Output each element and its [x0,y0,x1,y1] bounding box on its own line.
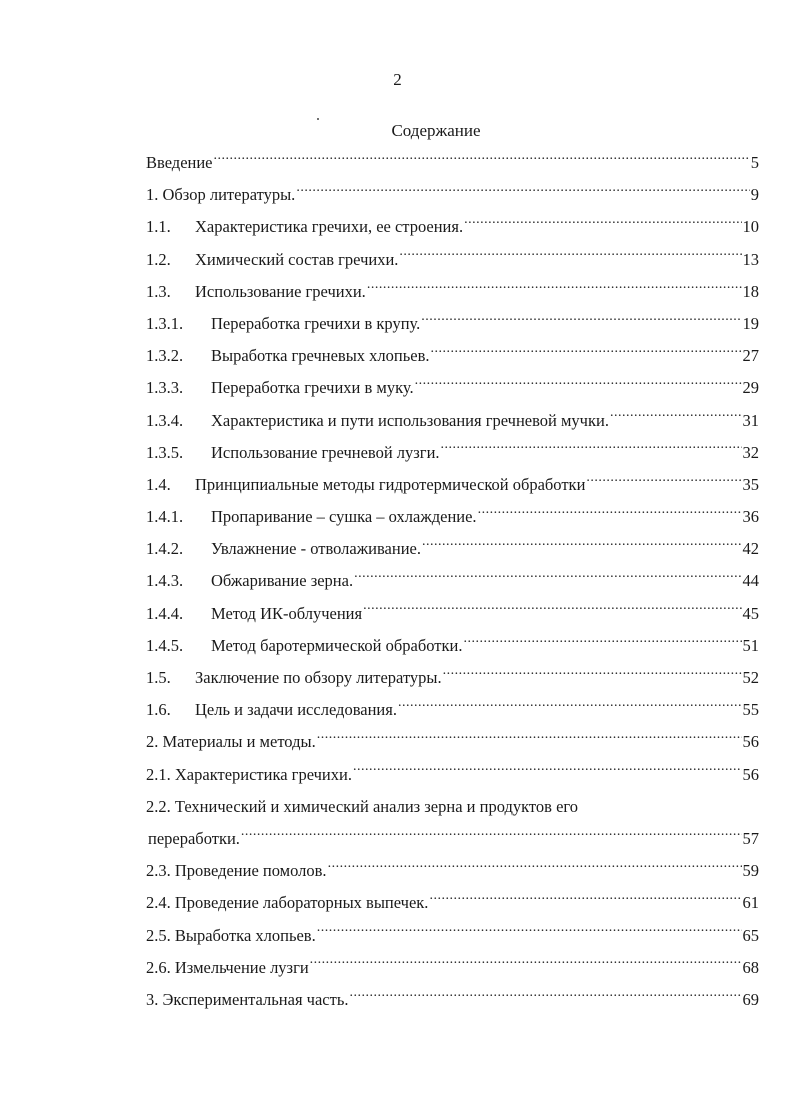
toc-entry [146,308,759,340]
toc-dot-leader [464,216,741,233]
toc-entry-number: 1.2. [146,249,171,269]
toc-entry-number: 1.1. [146,217,171,237]
toc-entry [146,276,759,308]
toc-dot-leader [415,377,742,394]
toc-entry-number: 1.4.3. [146,571,184,591]
toc-dot-leader [353,763,742,780]
toc-dot-leader [441,441,742,458]
toc-entry-page: 18 [742,281,759,301]
toc-entry-label: Принципиальные методы гидротермической обработки [195,474,586,494]
toc-entry [146,662,759,694]
toc-entry [146,147,759,179]
toc-entry-number: 1.6. [146,700,171,720]
toc-entry-label: 2.4. Проведение лабораторных выпечек. [146,893,429,913]
toc-entry-page: 19 [742,313,759,333]
toc-entry-number: 1.5. [146,668,171,687]
toc-entry [146,920,759,952]
toc-entry-page: 56 [742,764,759,784]
toc-entry-number: 1.4.1. [146,507,184,527]
toc-entry-label: Цель и задачи исследования. [195,700,397,720]
toc-dot-leader [421,312,741,329]
toc-entry-page: 57 [742,828,759,848]
toc-entry-number: 1.3.3. [146,378,184,398]
toc-dot-leader [241,827,742,844]
toc-entry-page: 29 [742,378,759,398]
toc-dot-leader [310,956,742,973]
toc-entry-page: 5 [750,153,759,172]
toc-entry-label: Метод баротермической обработки. [211,635,463,655]
toc-dot-leader [317,731,742,748]
toc-entry-page: 31 [742,410,759,430]
toc-entry-label: 3. Экспериментальная часть. [146,989,349,1009]
toc-dot-leader [422,538,742,555]
toc-entry-label: Выработка гречневых хлопьев. [211,346,430,366]
toc-entry-label: Пропаривание – сушка – охлаждение. [211,507,477,527]
toc-entry-label: 2.5. Выработка хлопьев. [146,925,316,945]
toc-entry-page: 59 [742,861,759,881]
toc-entry-page: 68 [742,957,759,977]
toc-entry-page: 51 [742,635,759,655]
scan-speck [317,118,319,120]
toc-dot-leader [317,924,742,941]
toc-entry-label: Характеристика и пути использования гречневой мучки. [211,410,609,430]
toc-entry [146,437,759,469]
toc-entry [146,630,759,662]
toc-entry [146,372,759,404]
page-number: 2 [393,70,402,89]
toc-entry-number: 1.3.2. [146,346,184,366]
toc-entry-number: 1.4.2. [146,539,184,559]
toc-dot-leader [429,892,741,909]
toc-entry-number: 1.3.4. [146,410,184,430]
toc-entry-page: 45 [742,603,759,623]
table-of-contents [146,147,759,1016]
toc-entry [146,405,759,437]
toc-entry-label: 2.2. Технический и химический анализ зерна и продуктов его [146,796,579,816]
toc-entry-label: Заключение по обзору литературы. [195,668,442,687]
toc-entry-label: 2.3. Проведение помолов. [146,861,327,881]
toc-entry [146,791,759,823]
toc-entry-label: 2.1. Характеристика гречихи. [146,764,352,784]
toc-dot-leader [367,280,742,297]
toc-entry-page: 13 [742,249,759,269]
toc-entry-label: 2. Материалы и методы. [146,732,316,752]
toc-entry [146,984,759,1016]
toc-dot-leader [363,602,741,619]
toc-entry-page: 35 [742,474,759,494]
toc-dot-leader [214,152,750,169]
toc-entry [146,469,759,501]
toc-dot-leader [349,988,741,1005]
toc-entry-number: 1.4.4. [146,603,184,623]
toc-entry-page: 65 [742,925,759,945]
toc-entry-label: Введение [146,153,213,172]
toc-entry [146,726,759,758]
toc-entry-page: 56 [742,732,759,752]
toc-entry-label: Обжаривание зерна. [211,571,354,591]
toc-entry-page: 32 [742,442,759,462]
toc-entry [146,211,759,243]
toc-dot-leader [430,345,741,362]
toc-entry [146,759,759,791]
toc-entry-label: переработки. [148,828,240,848]
toc-entry-number: 1.3.5. [146,442,184,462]
toc-entry [146,823,759,855]
toc-entry [146,179,759,211]
toc-dot-leader [354,570,741,587]
toc-entry-number: 1.3. [146,281,171,301]
toc-entry-label: Увлажнение - отволаживание. [211,539,421,559]
toc-entry-label: Переработка гречихи в крупу. [211,313,421,333]
toc-dot-leader [586,473,741,490]
toc-title: Содержание [391,121,481,140]
toc-dot-leader [296,184,749,201]
toc-entry [146,952,759,984]
toc-dot-leader [610,409,742,426]
toc-entry-page: 55 [742,700,759,720]
toc-entry-page: 27 [742,346,759,366]
toc-entry [146,244,759,276]
toc-entry-page: 52 [742,668,759,687]
toc-entry-page: 9 [750,185,759,205]
toc-entry-label: Использование гречихи. [195,281,366,301]
toc-entry-label: Химический состав гречихи. [195,249,399,269]
toc-entry [146,887,759,919]
toc-entry-label: 1. Обзор литературы. [146,185,296,205]
toc-entry-page: 42 [742,539,759,559]
toc-entry-label: Метод ИК-облучения [211,603,363,623]
toc-entry-page: 44 [742,571,759,591]
toc-entry-page: 61 [742,893,759,913]
toc-dot-leader [399,248,741,265]
toc-entry [146,694,759,726]
toc-entry-label: Использование гречневой лузги. [211,442,440,462]
toc-dot-leader [328,860,742,877]
toc-entry-number: 1.4.5. [146,635,184,655]
toc-dot-leader [463,634,741,651]
toc-entry [146,501,759,533]
toc-entry [146,855,759,887]
toc-entry [146,533,759,565]
toc-entry-label: 2.6. Измельчение лузги [146,957,309,977]
toc-entry-page: 69 [742,989,759,1009]
toc-entry [146,598,759,630]
toc-entry [146,565,759,597]
toc-dot-leader [443,667,742,684]
toc-entry-page: 36 [742,507,759,527]
toc-entry-page: 10 [742,217,759,237]
toc-entry-label: Переработка гречихи в муку. [211,378,414,398]
toc-entry-number: 1.3.1. [146,313,184,333]
toc-entry [146,340,759,372]
toc-dot-leader [398,699,742,716]
toc-dot-leader [478,506,742,523]
toc-entry-number: 1.4. [146,474,171,494]
toc-entry-label: Характеристика гречихи, ее строения. [195,217,464,237]
